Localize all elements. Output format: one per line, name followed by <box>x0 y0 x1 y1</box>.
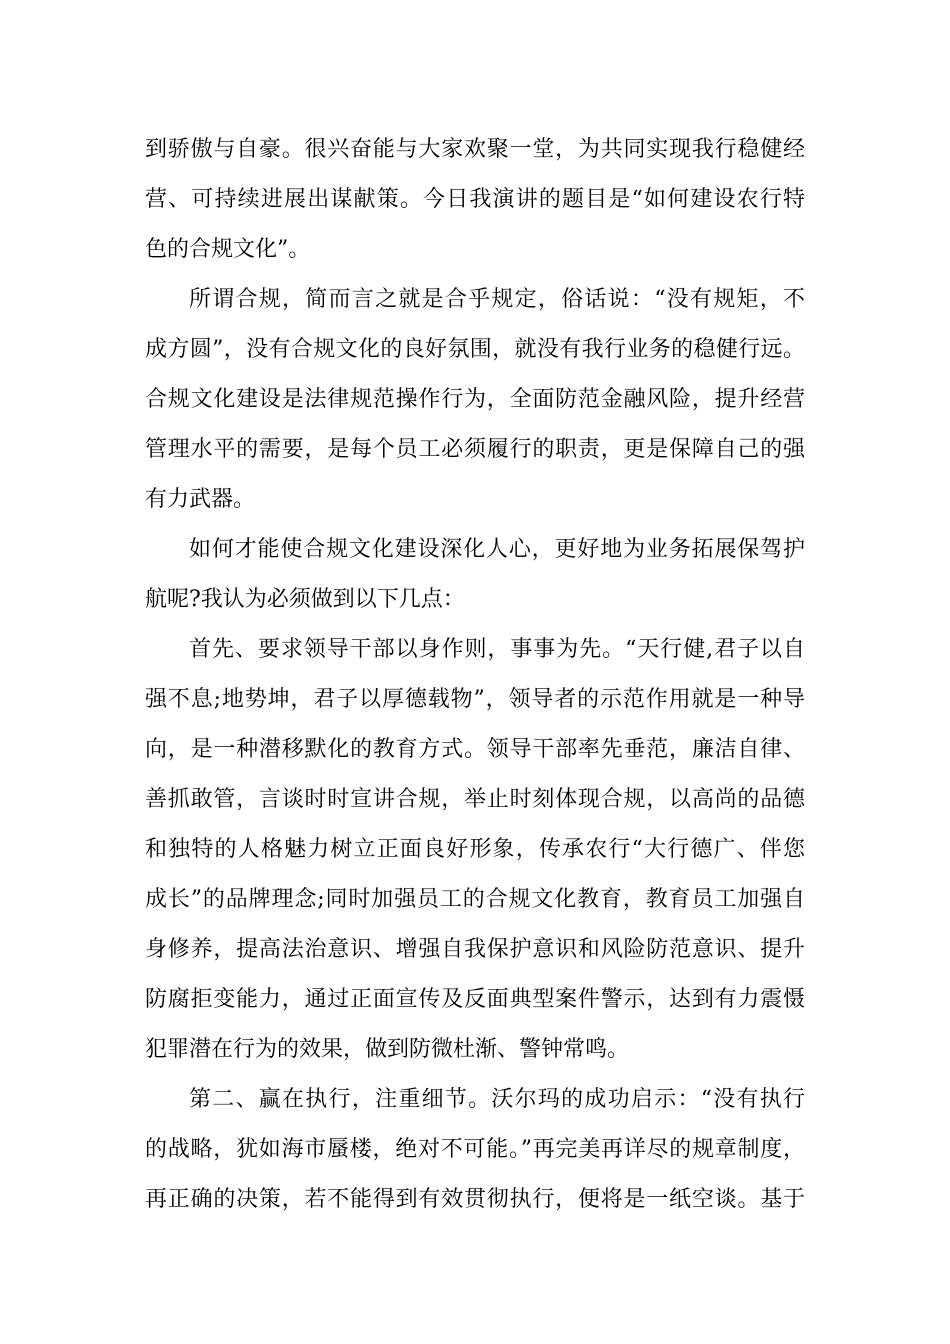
text-line: 成方圆”，没有合规文化的良好氛围，就没有我行业务的稳健行远。 <box>145 337 805 362</box>
text-line: 向，是一种潜移默化的教育方式。领导干部率先垂范，廉洁自律、 <box>145 737 805 762</box>
text-line: 犯罪潜在行为的效果，做到防微杜渐、警钟常鸣。 <box>145 1037 630 1062</box>
text-line: 营、可持续进展出谋献策。今日我演讲的题目是“如何建设农行特 <box>145 187 805 212</box>
text-line: 身修养，提高法治意识、增强自我保护意识和风险防范意识、提升 <box>145 937 805 962</box>
paragraph-first-line: 第二、赢在执行，注重细节。沃尔玛的成功启示：“没有执行 <box>189 1087 805 1112</box>
text-line: 有力武器。 <box>145 487 256 512</box>
text-line: 强不息;地势坤，君子以厚德载物”，领导者的示范作用就是一种导 <box>145 687 805 712</box>
paragraph-first-line: 如何才能使合规文化建设深化人心，更好地为业务拓展保驾护 <box>189 537 805 562</box>
text-line: 和独特的人格魅力树立正面良好形象，传承农行“大行德广、伴您 <box>145 837 805 862</box>
paragraph-first-line: 所谓合规，简而言之就是合乎规定，俗话说：“没有规矩，不 <box>189 287 805 312</box>
text-line: 的战略，犹如海市蜃楼，绝对不可能。”再完美再详尽的规章制度， <box>145 1137 805 1162</box>
text-line: 色的合规文化”。 <box>145 237 311 262</box>
text-line: 管理水平的需要，是每个员工必须履行的职责，更是保障自己的强 <box>145 437 805 462</box>
text-line: 航呢?我认为必须做到以下几点： <box>145 587 465 612</box>
text-line: 善抓敢管，言谈时时宣讲合规，举止时刻体现合规，以高尚的品德 <box>145 787 805 812</box>
paragraph-first-line: 首先、要求领导干部以身作则，事事为先。“天行健,君子以自 <box>189 637 805 662</box>
text-line: 成长”的品牌理念;同时加强员工的合规文化教育，教育员工加强自 <box>145 887 805 912</box>
text-line: 防腐拒变能力，通过正面宣传及反面典型案件警示，达到有力震慑 <box>145 987 805 1012</box>
document-body <box>145 125 805 1225</box>
text-line: 到骄傲与自豪。很兴奋能与大家欢聚一堂，为共同实现我行稳健经 <box>145 137 805 162</box>
text-line: 合规文化建设是法律规范操作行为，全面防范金融风险，提升经营 <box>145 387 805 412</box>
text-line: 再正确的决策，若不能得到有效贯彻执行，便将是一纸空谈。基于 <box>145 1187 805 1212</box>
